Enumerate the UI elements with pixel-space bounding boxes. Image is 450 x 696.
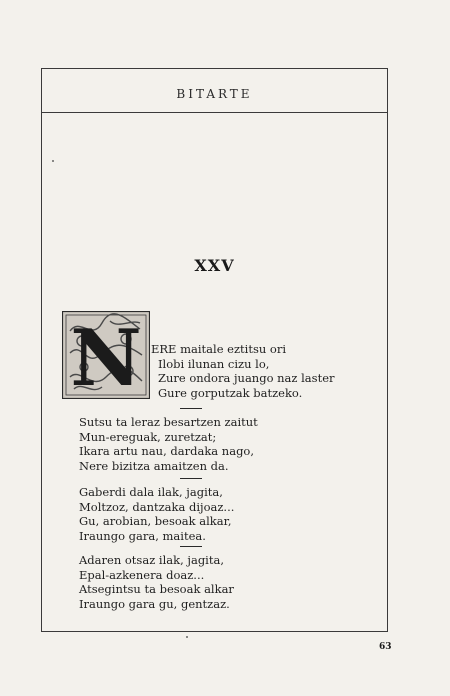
verse-line: Iraungo gara, maitea. (79, 528, 206, 543)
page-number: 63 (379, 642, 392, 652)
ornamental-dropcap (62, 311, 150, 399)
dropcap-letter: N (70, 313, 142, 399)
stanza-separator (180, 546, 202, 547)
verse-line: Zure ondora juango naz laster (158, 371, 335, 385)
verse-line: Gure gorputzak batzeko. (158, 385, 303, 400)
stanza-separator (180, 478, 202, 479)
header-rule (41, 112, 388, 113)
running-header: BITARTE (176, 87, 253, 101)
chapter-number: XXV (194, 256, 235, 275)
stanza-separator (180, 408, 202, 409)
verse-line: Gu, arobian, besoak alkar, (79, 514, 232, 528)
verse-line: ERE maitale eztitsu ori (151, 342, 287, 356)
verse-line: Atsegintsu ta besoak alkar (79, 582, 234, 596)
verse-line: Mun-ereguak, zuretzat; (79, 429, 217, 444)
verse-line: Moltzoz, dantzaka dijoaz... (79, 499, 235, 514)
verse-line: Epal-azkenera doaz... (79, 567, 205, 582)
stanza-3 (79, 485, 234, 543)
verse-line: Gaberdi dala ilak, jagita, (79, 485, 223, 499)
verse-line: Adaren otsaz ilak, jagita, (79, 553, 224, 567)
verse-line: Ilobi ilunan cizu lo, (158, 356, 270, 371)
stanza-4 (79, 553, 234, 611)
stanza-1 (151, 342, 335, 400)
verse-line: Ikara artu nau, dardaka nago, (79, 444, 255, 458)
verse-line: Nere bizitza amaitzen da. (79, 458, 229, 473)
paper-speck (52, 160, 54, 162)
verse-line: Iraungo gara gu, gentzaz. (79, 596, 230, 611)
stanza-2 (79, 415, 258, 473)
paper-speck (186, 636, 188, 638)
dropcap-ornament-icon (62, 311, 150, 399)
verse-line: Sutsu ta leraz besartzen zaitut (79, 415, 258, 429)
